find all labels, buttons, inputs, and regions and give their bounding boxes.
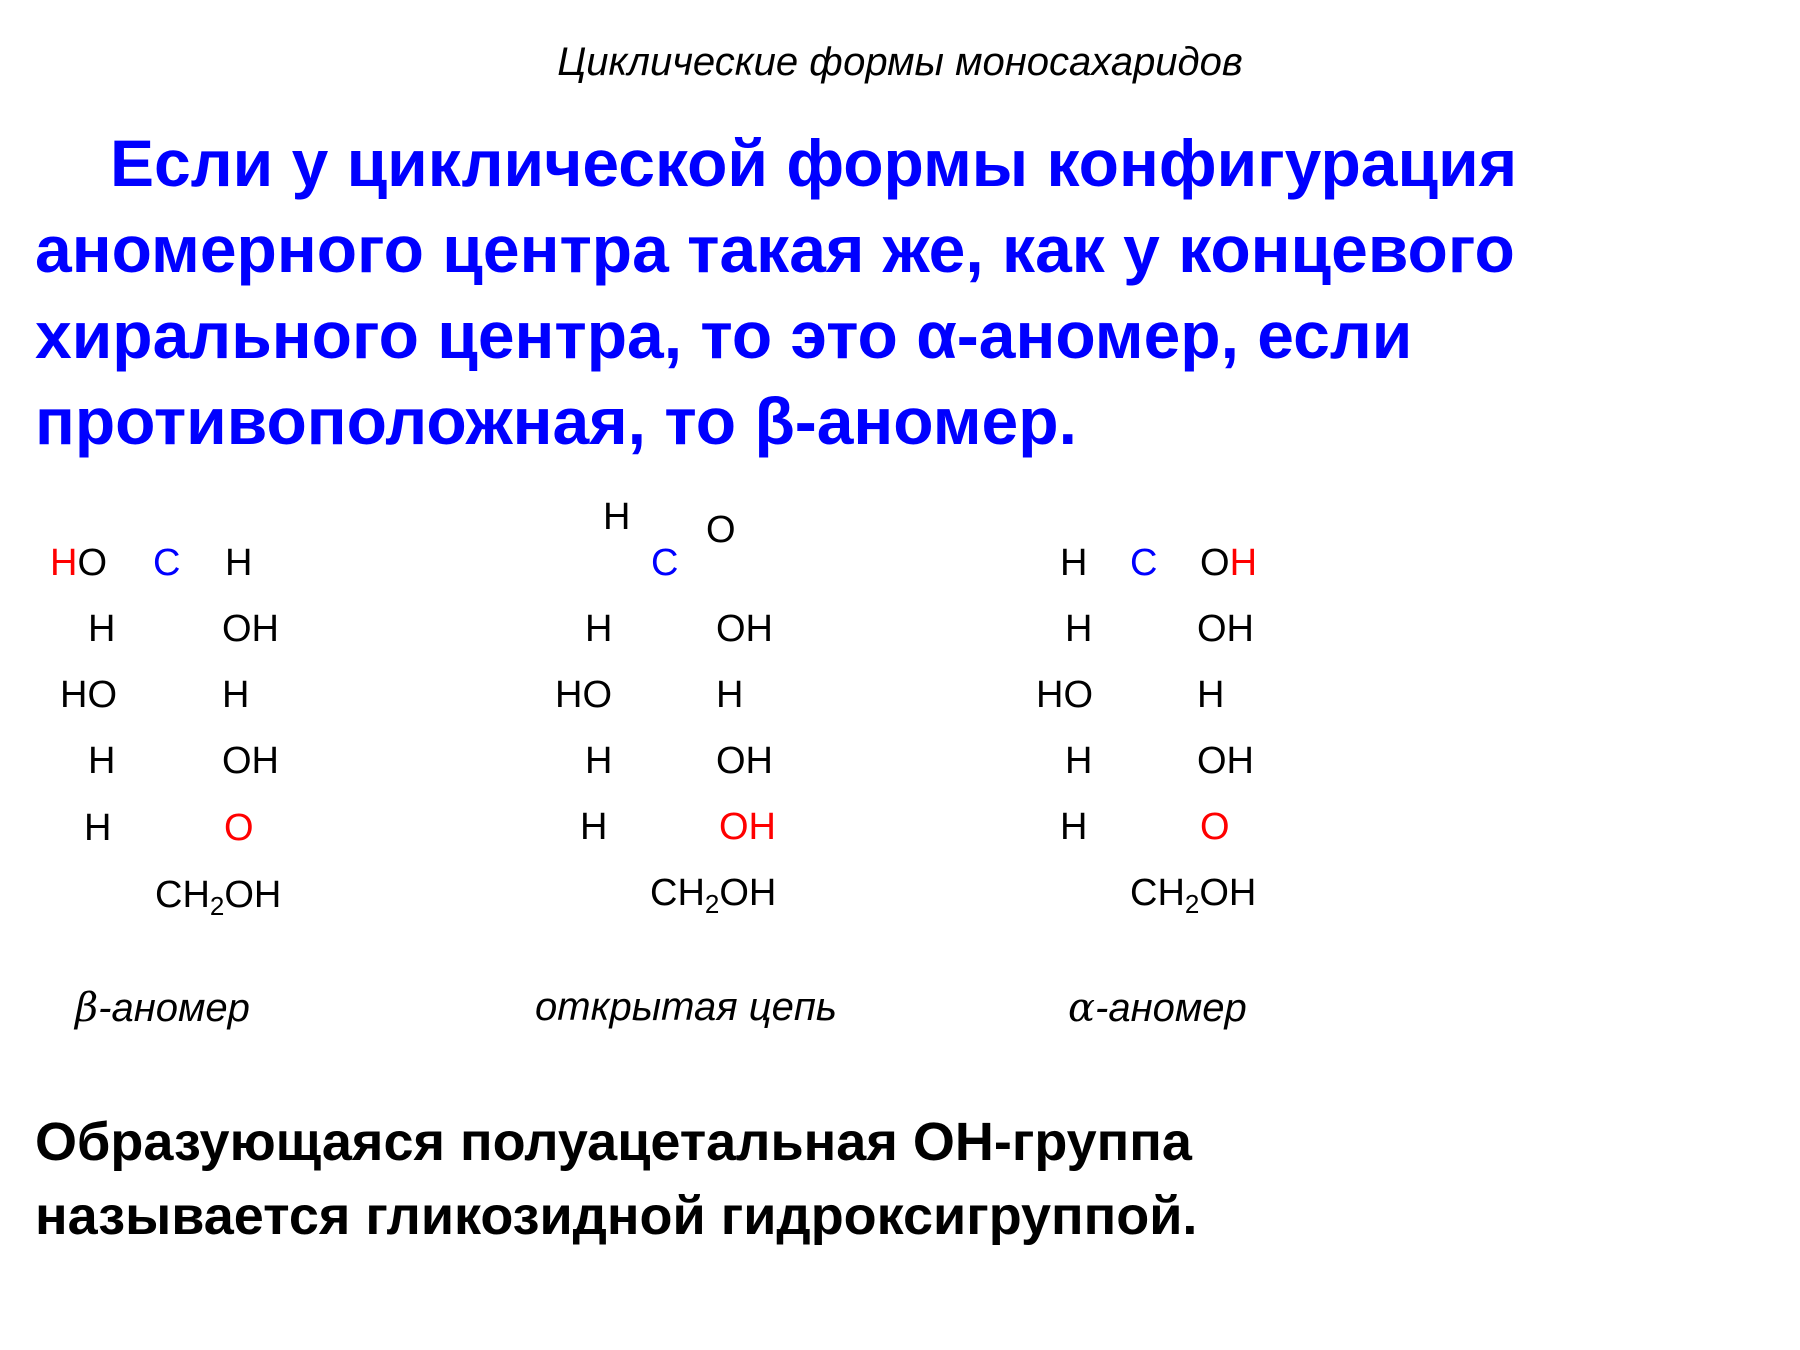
glycosidic-oxygen: O: [77, 542, 108, 584]
alpha-anomer-caption: [1068, 985, 1247, 1031]
left-substituent: H: [88, 608, 116, 650]
glycosidic-hydrogen: H: [1229, 542, 1258, 584]
caption-text: -аномер: [98, 986, 250, 1030]
beta-anomer-caption: [75, 985, 250, 1031]
ch2oh-prefix: CH: [650, 872, 705, 914]
carbonyl-carbon: C: [651, 542, 679, 584]
caption-text: -аномер: [1095, 986, 1247, 1030]
definition-line: аномерного центра такая же, как у концевого: [35, 212, 1515, 286]
definition-text: [35, 120, 1755, 464]
ch2oh-subscript: 2: [704, 889, 720, 919]
ch2oh-group: [1130, 871, 1256, 926]
ch2oh-subscript: 2: [209, 891, 225, 921]
definition-line: хирального центра, то это α-аномер, если: [35, 298, 1413, 372]
terminal-hydroxyl: OH: [719, 806, 776, 848]
ch2oh-group: [155, 873, 281, 928]
left-substituent: H: [88, 740, 116, 782]
conclusion-text: [35, 1105, 1755, 1253]
right-substituent: OH: [1197, 740, 1254, 782]
ch2oh-group: [650, 871, 776, 926]
beta-symbol: β: [75, 985, 99, 1031]
ch2oh-subscript: 2: [1184, 889, 1200, 919]
left-substituent: H: [1065, 740, 1093, 782]
definition-line: противоположная, то β-аномер.: [35, 384, 1077, 458]
glycosidic-hydrogen: H: [50, 542, 78, 584]
ring-oxygen: O: [1200, 806, 1230, 848]
definition-line: Если у циклической формы конфигурация: [110, 126, 1518, 200]
right-substituent: H: [716, 674, 744, 716]
right-substituent: OH: [716, 740, 773, 782]
left-substituent: H: [1065, 608, 1093, 650]
right-substituent: OH: [1197, 608, 1254, 650]
anomeric-hydroxyl: [1200, 541, 1257, 585]
right-substituent: OH: [222, 608, 279, 650]
anomeric-carbon: C: [1130, 542, 1158, 584]
right-substituent: OH: [222, 740, 279, 782]
left-substituent: H: [84, 807, 112, 849]
anomeric-hydroxyl: [50, 541, 107, 585]
left-substituent: H: [1060, 806, 1088, 848]
ch2oh-suffix: OH: [224, 874, 282, 916]
open-chain-caption: открытая цепь: [535, 985, 837, 1029]
left-substituent: H: [580, 806, 608, 848]
anomeric-carbon: C: [153, 542, 181, 584]
left-substituent: HO: [555, 674, 612, 716]
left-substituent: HO: [60, 674, 117, 716]
left-substituent: H: [585, 608, 613, 650]
glycosidic-oxygen: O: [1200, 542, 1230, 584]
anomeric-substituent: H: [1060, 542, 1088, 584]
aldehyde-oxygen: O: [706, 509, 736, 551]
slide-title: Циклические формы моносахаридов: [557, 40, 1243, 84]
left-substituent: HO: [1036, 674, 1093, 716]
right-substituent: OH: [716, 608, 773, 650]
conclusion-line: Образующаяся полуацетальная ОН-группа: [35, 1112, 1192, 1172]
ch2oh-suffix: OH: [719, 872, 777, 914]
right-substituent: H: [222, 674, 250, 716]
ring-oxygen: O: [224, 807, 254, 849]
conclusion-line: называется гликозидной гидроксигруппой.: [35, 1186, 1198, 1246]
ch2oh-suffix: OH: [1199, 872, 1257, 914]
ch2oh-prefix: CH: [155, 874, 210, 916]
anomeric-substituent: H: [225, 542, 253, 584]
aldehyde-hydrogen: H: [603, 496, 631, 538]
alpha-symbol: α: [1068, 985, 1096, 1031]
left-substituent: H: [585, 740, 613, 782]
right-substituent: H: [1197, 674, 1225, 716]
ch2oh-prefix: CH: [1130, 872, 1185, 914]
